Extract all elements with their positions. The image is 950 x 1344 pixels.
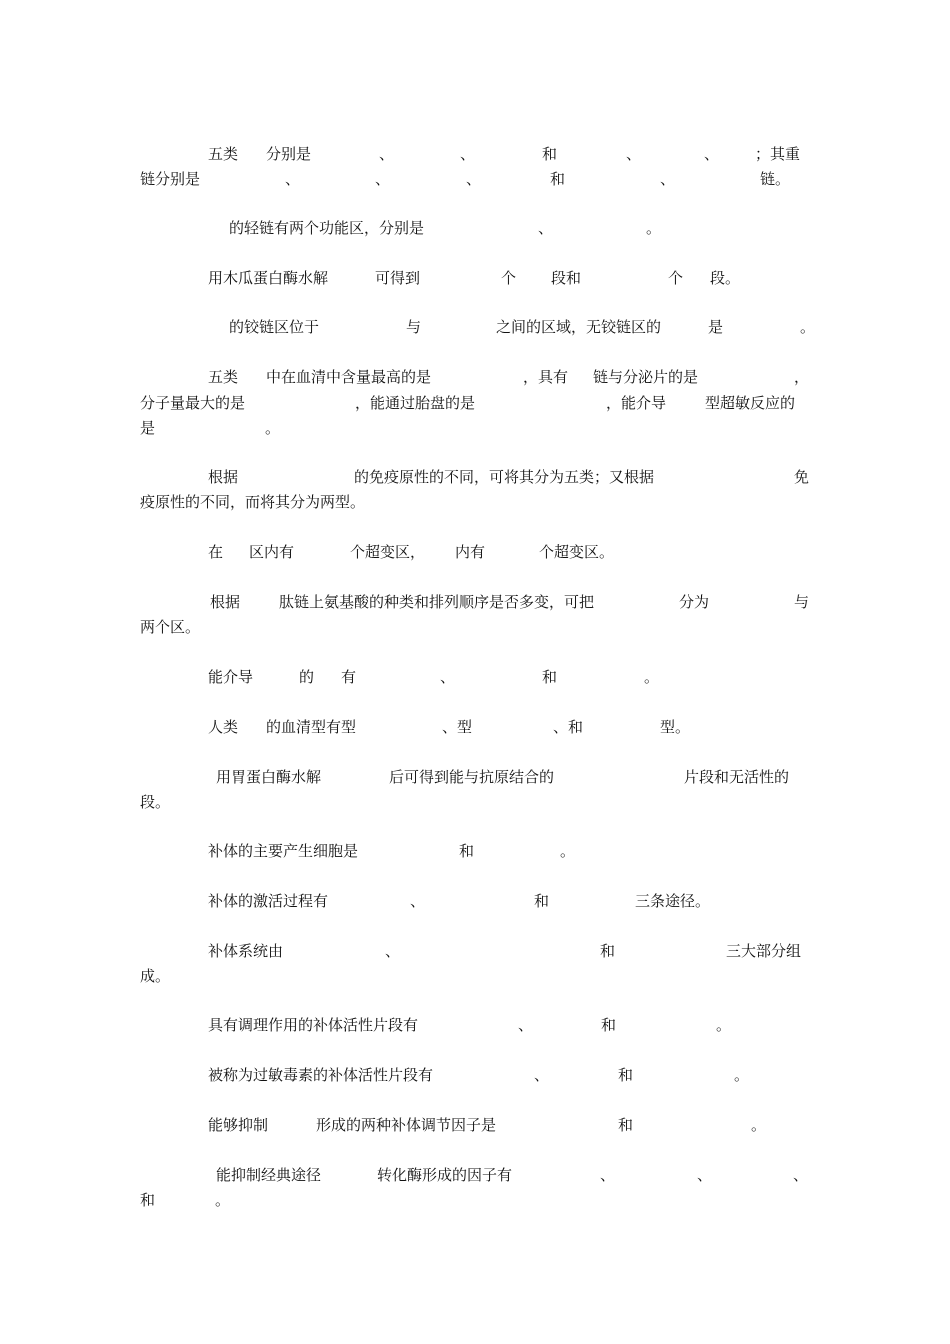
text-segment: 三大部分组 bbox=[726, 942, 802, 960]
text-segment: ， bbox=[794, 368, 810, 386]
text-segment: 补体的主要产生细胞是 bbox=[208, 842, 359, 860]
text-segment: 、 bbox=[538, 219, 554, 237]
text-segment: 内有 bbox=[455, 543, 486, 561]
text-segment: 、 bbox=[600, 1166, 616, 1184]
text-segment: 被称为过敏毒素的补体活性片段有 bbox=[208, 1066, 434, 1084]
text-segment: 分子量最大的是 bbox=[140, 394, 246, 412]
text-segment: 、和 bbox=[553, 718, 584, 736]
text-segment: 个 bbox=[501, 269, 517, 287]
text-segment: 有 bbox=[341, 668, 357, 686]
text-segment: 型超敏反应的 bbox=[705, 394, 796, 412]
text-segment: 链与分泌片的是 bbox=[593, 368, 699, 386]
text-segment: 人类 bbox=[208, 718, 239, 736]
text-segment: 分别是 bbox=[266, 145, 312, 163]
text-segment: 段。 bbox=[710, 269, 741, 287]
text-segment: 的血清型有型 bbox=[266, 718, 357, 736]
text-segment: 、 bbox=[534, 1066, 550, 1084]
text-segment: 区内有 bbox=[249, 543, 295, 561]
text-segment: 根据 bbox=[210, 593, 241, 611]
text-segment: 。 bbox=[644, 668, 660, 686]
text-segment: 、 bbox=[410, 892, 426, 910]
text-segment: 、型 bbox=[442, 718, 473, 736]
text-segment: 分为 bbox=[679, 593, 710, 611]
text-segment: 形成的两种补体调节因子是 bbox=[316, 1116, 497, 1134]
text-segment: 成。 bbox=[140, 967, 171, 985]
text-segment: 与 bbox=[794, 593, 810, 611]
text-segment: 、 bbox=[385, 942, 401, 960]
text-segment: 肽链上氨基酸的种类和排列顺序是否多变，可把 bbox=[279, 593, 595, 611]
text-segment: 转化酶形成的因子有 bbox=[377, 1166, 513, 1184]
text-segment: 。 bbox=[716, 1016, 732, 1034]
text-segment: 和 bbox=[601, 1016, 617, 1034]
text-segment: 根据 bbox=[208, 468, 239, 486]
text-segment: 能够抑制 bbox=[208, 1116, 269, 1134]
text-segment: 。 bbox=[560, 842, 576, 860]
text-segment: 和 bbox=[140, 1191, 156, 1209]
text-segment: 和 bbox=[542, 668, 558, 686]
text-segment: 。 bbox=[215, 1191, 231, 1209]
text-segment: 、 bbox=[704, 145, 720, 163]
text-segment: 、 bbox=[793, 1166, 809, 1184]
text-segment: 、 bbox=[466, 170, 482, 188]
text-segment: ，具有 bbox=[523, 368, 569, 386]
text-segment: 、 bbox=[660, 170, 676, 188]
text-segment: 链。 bbox=[760, 170, 791, 188]
text-segment: 免 bbox=[794, 468, 810, 486]
text-segment: 能抑制经典途径 bbox=[216, 1166, 322, 1184]
text-segment: 可得到 bbox=[375, 269, 421, 287]
text-segment: 中在血清中含量最高的是 bbox=[266, 368, 432, 386]
text-segment: 和 bbox=[459, 842, 475, 860]
text-segment: 用木瓜蛋白酶水解 bbox=[208, 269, 329, 287]
text-segment: ；其重 bbox=[755, 145, 801, 163]
text-segment: 补体系统由 bbox=[208, 942, 284, 960]
text-segment: 补体的激活过程有 bbox=[208, 892, 329, 910]
text-segment: 是 bbox=[708, 318, 724, 336]
text-segment: 、 bbox=[518, 1016, 534, 1034]
text-segment: 能介导 bbox=[208, 668, 254, 686]
text-segment: 。 bbox=[800, 318, 816, 336]
text-segment: 三条途径。 bbox=[635, 892, 711, 910]
text-segment: 的免疫原性的不同，可将其分为五类；又根据 bbox=[354, 468, 655, 486]
text-segment: ，能通过胎盘的是 bbox=[355, 394, 476, 412]
text-segment: 、 bbox=[440, 668, 456, 686]
text-segment: 、 bbox=[375, 170, 391, 188]
text-segment: 疫原性的不同，而将其分为两型。 bbox=[140, 493, 366, 511]
text-segment: 是 bbox=[140, 419, 156, 437]
text-segment: 个 bbox=[668, 269, 684, 287]
text-segment: 两个区。 bbox=[140, 618, 201, 636]
text-segment: 的轻链有两个功能区，分别是 bbox=[229, 219, 425, 237]
text-segment: 之间的区域，无铰链区的 bbox=[496, 318, 662, 336]
text-segment: 的铰链区位于 bbox=[229, 318, 320, 336]
text-segment: 片段和无活性的 bbox=[684, 768, 790, 786]
text-segment: 具有调理作用的补体活性片段有 bbox=[208, 1016, 419, 1034]
text-segment: 型。 bbox=[660, 718, 691, 736]
text-segment: 、 bbox=[460, 145, 476, 163]
text-segment: 和 bbox=[618, 1066, 634, 1084]
text-segment: 和 bbox=[618, 1116, 634, 1134]
text-segment: 。 bbox=[734, 1066, 750, 1084]
text-segment: 和 bbox=[550, 170, 566, 188]
text-segment: 、 bbox=[626, 145, 642, 163]
text-segment: 。 bbox=[751, 1116, 767, 1134]
text-segment: 和 bbox=[542, 145, 558, 163]
text-segment: 、 bbox=[285, 170, 301, 188]
text-segment: 与 bbox=[406, 318, 422, 336]
text-segment: 段。 bbox=[140, 793, 171, 811]
text-segment: 段和 bbox=[551, 269, 582, 287]
text-segment: 个超变区。 bbox=[539, 543, 615, 561]
text-segment: 和 bbox=[600, 942, 616, 960]
text-segment: 用胃蛋白酶水解 bbox=[216, 768, 322, 786]
text-segment: 。 bbox=[265, 419, 281, 437]
text-segment: 在 bbox=[208, 543, 224, 561]
text-segment: 个超变区， bbox=[350, 543, 426, 561]
text-segment: 的 bbox=[299, 668, 315, 686]
text-segment: 五类 bbox=[208, 145, 239, 163]
text-segment: 后可得到能与抗原结合的 bbox=[389, 768, 555, 786]
text-segment: 、 bbox=[697, 1166, 713, 1184]
text-segment: 和 bbox=[534, 892, 550, 910]
text-segment: ，能介导 bbox=[606, 394, 667, 412]
text-segment: 链分别是 bbox=[140, 170, 201, 188]
text-segment: 、 bbox=[379, 145, 395, 163]
text-segment: 五类 bbox=[208, 368, 239, 386]
text-segment: 。 bbox=[646, 219, 662, 237]
